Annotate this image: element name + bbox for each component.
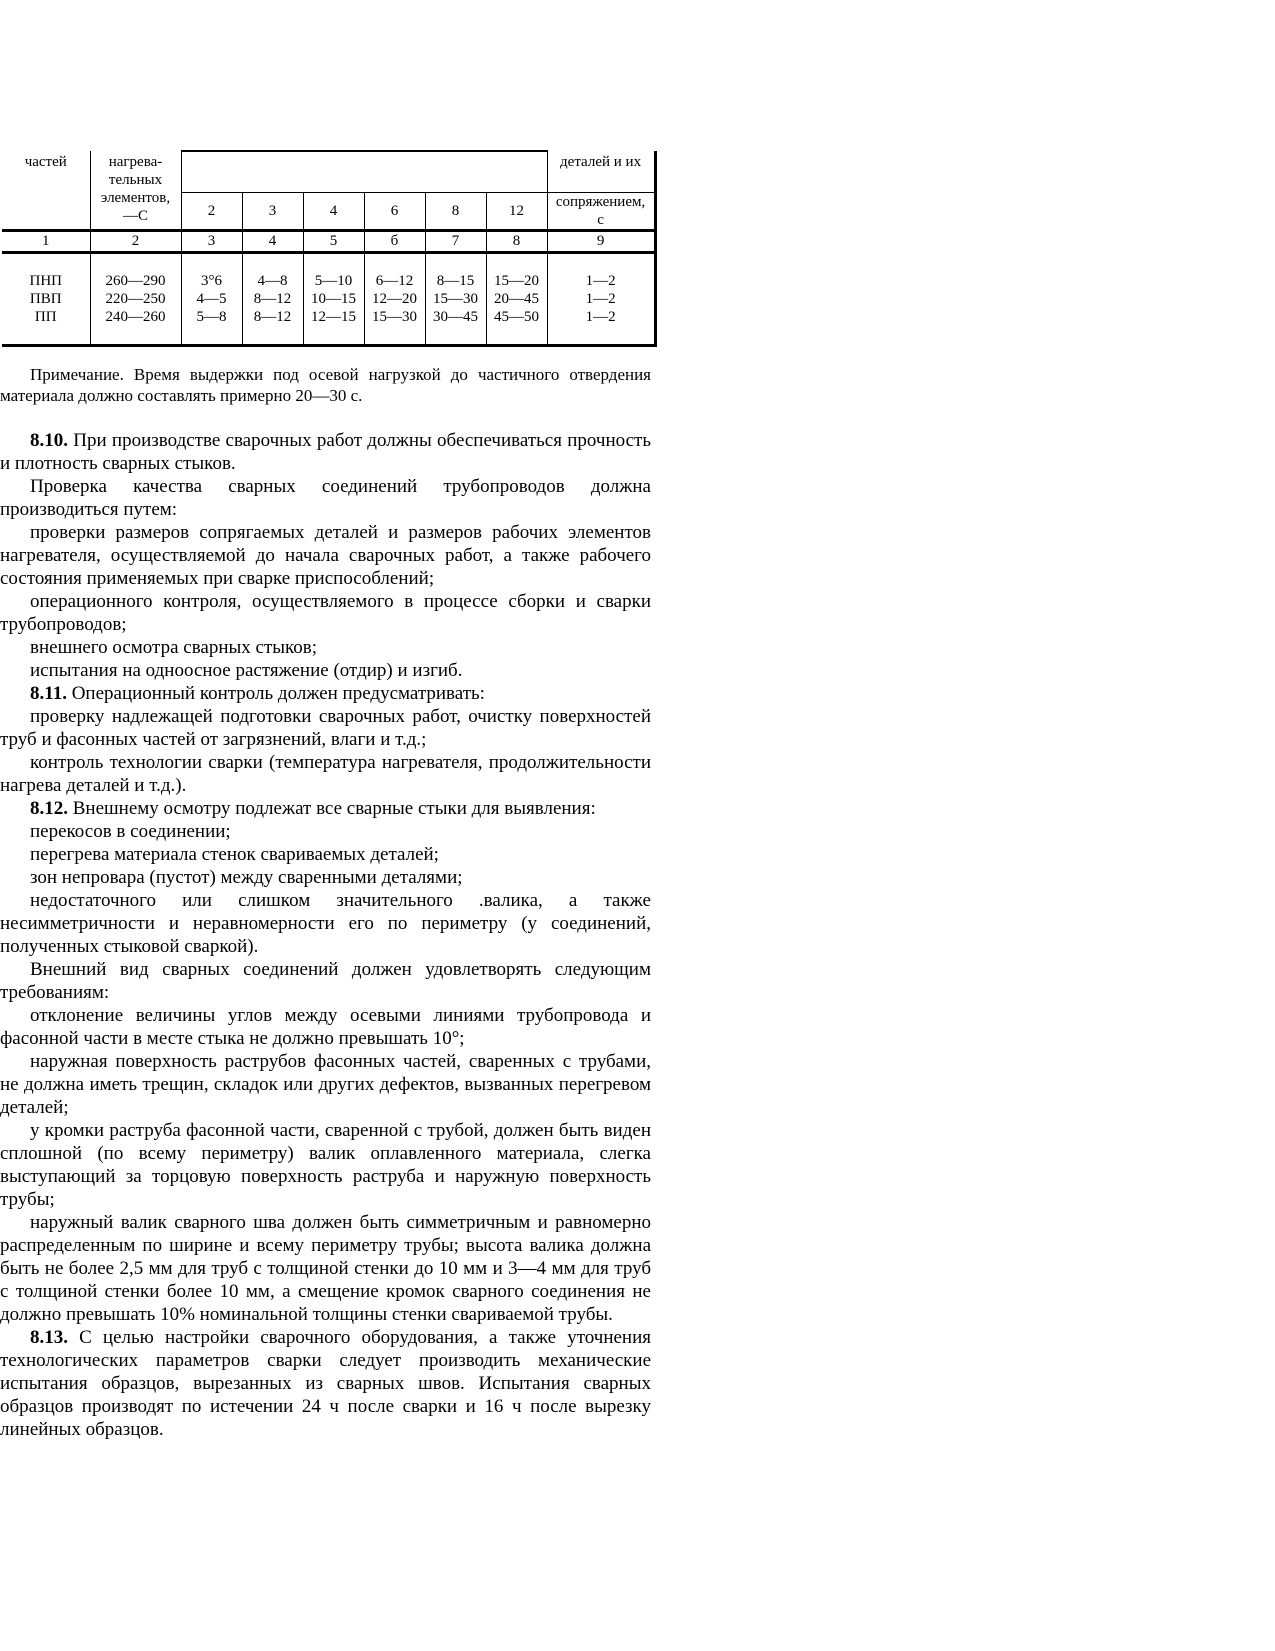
clause-number: 8.12.: [30, 798, 68, 819]
column-number: 9: [547, 231, 655, 253]
column-numbers-row: [2, 231, 655, 253]
paragraph: отклонение величины углов между осевыми линиями трубопровода и фасонной части в месте стыка не должно превышать 10°;: [0, 1005, 651, 1049]
paragraph: наружный валик сварного шва должен быть симметричным и равномерно распределенным по ширине и всему периметру трубы; высота валика должна быть не более 2,5 мм для труб с толщиной стенки до 10 мм и 3—4 мм для труб с толщиной стенки более 10 мм, а смещение кромок сварного соединения не должно превышать 10% номинальной толщины стенки свариваемой трубы.: [0, 1212, 651, 1325]
paragraph: внешнего осмотра сварных стыков;: [30, 637, 318, 658]
paragraph: Проверка качества сварных соединений трубопроводов должна производиться путем:: [0, 476, 651, 520]
header-sub: 12: [486, 193, 547, 231]
paragraph: наружная поверхность раструбов фасонных частей, сваренных с трубами, не должна иметь трещин, складок или других дефектов, вызванных перегревом деталей;: [0, 1051, 651, 1118]
paragraph: операционного контроля, осуществляемого в процессе сборки и сварки трубопроводов;: [0, 591, 651, 635]
paragraph: перегрева материала стенок свариваемых деталей;: [30, 844, 439, 865]
data-cell: 1—2 1—2 1—2: [547, 253, 655, 346]
column-number: 4: [242, 231, 303, 253]
clause-number: 8.11.: [30, 683, 67, 704]
column-number: б: [364, 231, 425, 253]
paragraph: у кромки раструба фасонной части, сваренной с трубой, должен быть виден сплошной (по всему периметру) валик оплавленного материала, слегка выступающий за торцовую поверхность раструба и наружную поверхность трубы;: [0, 1120, 651, 1210]
paragraph: недостаточного или слишком значительного .валика, а также несимметричности и неравномерности его по периметру (у соединений, полученных стыковой сваркой).: [0, 890, 651, 957]
clause-number: 8.10.: [30, 430, 68, 451]
paragraph: 8.13. С целью настройки сварочного оборудования, а также уточнения технологических параметров сварки следует производить механические испытания образцов, вырезанных из сварных швов. Испытания сварных образцов производят по истечении 24 ч после сварки и 16 ч после вырезку линейных образцов.: [0, 1327, 651, 1440]
header-col9-top: деталей и их: [547, 151, 655, 193]
table-row: [2, 253, 655, 346]
header-sub: 8: [425, 193, 486, 231]
paragraph: 8.12. Внешнему осмотру подлежат все сварные стыки для выявления:: [30, 798, 596, 819]
data-cell: 6—12 12—20 15—30: [364, 253, 425, 346]
document-body: [0, 364, 651, 1441]
data-cell: ПНП ПВП ПП: [2, 253, 90, 346]
paragraph: зон непровара (пустот) между сваренными деталями;: [30, 867, 463, 888]
data-cell: 5—10 10—15 12—15: [303, 253, 364, 346]
data-cell: 4—8 8—12 8—12: [242, 253, 303, 346]
header-span-empty: [181, 151, 547, 193]
data-cell: 15—20 20—45 45—50: [486, 253, 547, 346]
paragraph: 8.11. Операционный контроль должен предусматривать:: [30, 683, 485, 704]
table-note: Примечание. Время выдержки под осевой нагрузкой до частичного отвердения материала должно составлять примерно 20—30 с.: [0, 365, 651, 405]
paragraph: контроль технологии сварки (температура нагревателя, продолжительности нагрева деталей и т.д.).: [0, 752, 651, 796]
header-col1: частей: [2, 151, 90, 231]
column-number: 1: [2, 231, 90, 253]
header-sub: 2: [181, 193, 242, 231]
header-sub: 4: [303, 193, 364, 231]
paragraph: испытания на одноосное растяжение (отдир) и изгиб.: [30, 660, 463, 681]
column-number: 3: [181, 231, 242, 253]
header-sub: 6: [364, 193, 425, 231]
data-cell: 3°6 4—5 5—8: [181, 253, 242, 346]
parameters-table: [2, 150, 657, 347]
header-col9-bottom: сопряжением, с: [547, 193, 655, 231]
paragraph: проверку надлежащей подготовки сварочных работ, очистку поверхностей труб и фасонных частей от загрязнений, влаги и т.д.;: [0, 706, 651, 750]
column-number: 8: [486, 231, 547, 253]
paragraph: Внешний вид сварных соединений должен удовлетворять следующим требованиям:: [0, 959, 651, 1003]
paragraph: 8.10. При производстве сварочных работ должны обеспечиваться прочность и плотность сварных стыков.: [0, 430, 651, 474]
column-number: 5: [303, 231, 364, 253]
paragraph: проверки размеров сопрягаемых деталей и размеров рабочих элементов нагревателя, осуществляемой до начала сварочных работ, а также рабочего состояния применяемых при сварке приспособлений;: [0, 522, 651, 589]
header-sub: 3: [242, 193, 303, 231]
data-cell: 8—15 15—30 30—45: [425, 253, 486, 346]
paragraph: перекосов в соединении;: [30, 821, 231, 842]
column-number: 2: [90, 231, 181, 253]
data-cell: 260—290 220—250 240—260: [90, 253, 181, 346]
header-col2: нагрева- тельных элементов, —С: [90, 151, 181, 231]
clause-number: 8.13.: [30, 1327, 68, 1348]
column-number: 7: [425, 231, 486, 253]
